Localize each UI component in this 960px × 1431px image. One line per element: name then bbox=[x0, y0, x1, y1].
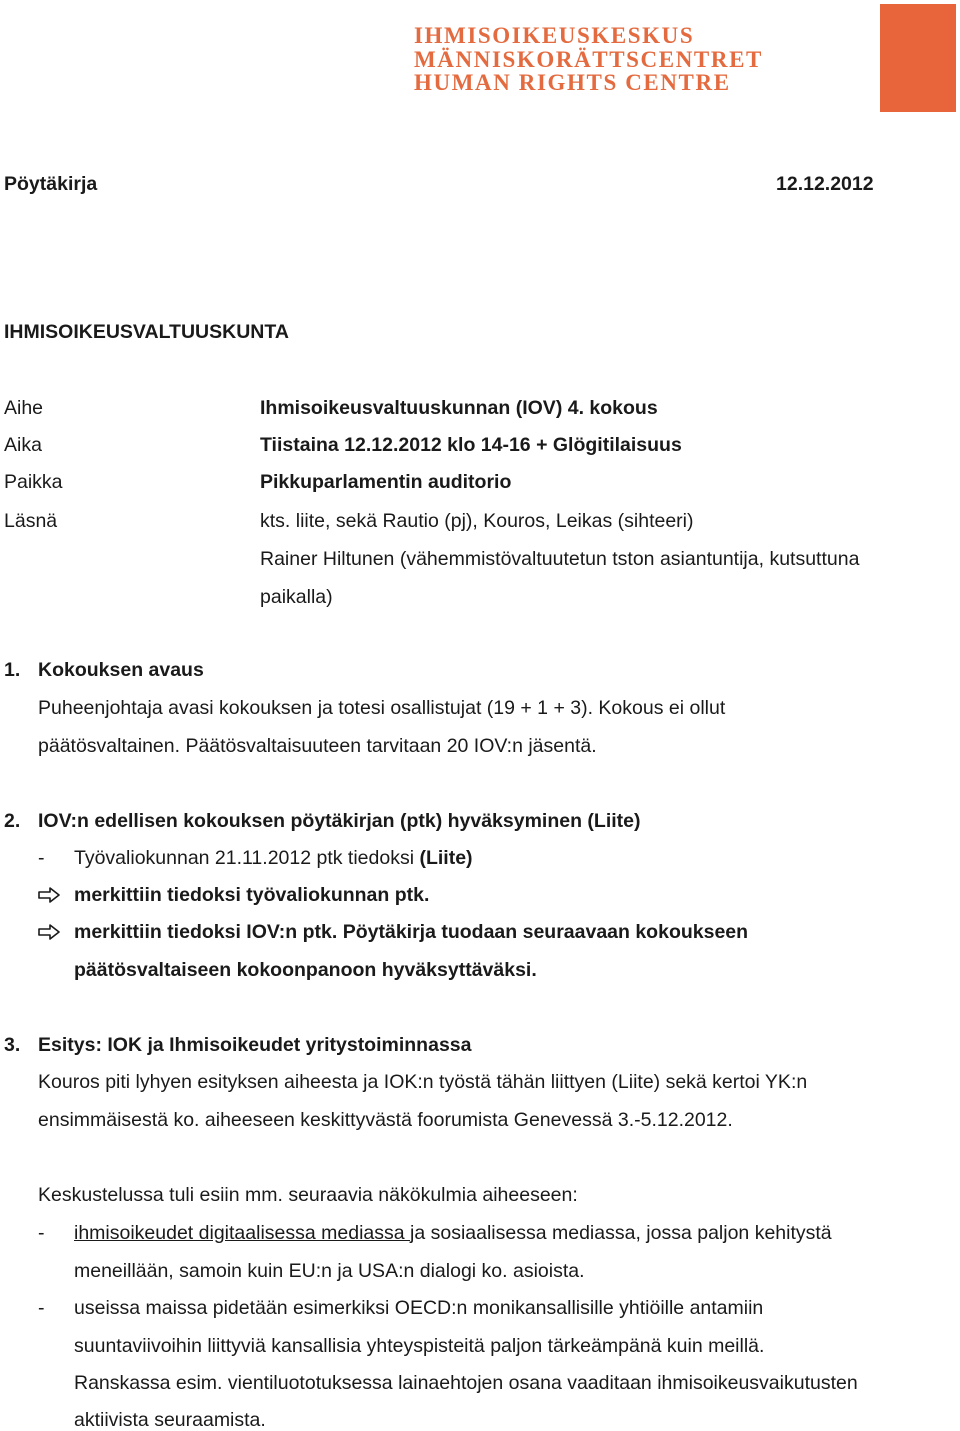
arrow-right-icon bbox=[38, 924, 60, 940]
arrow-right-icon bbox=[38, 887, 60, 903]
section1-text-line2: päätösvaltainen. Päätösvaltaisuuteen tarvitaan 20 IOV:n jäsentä. bbox=[38, 735, 597, 757]
value-lasna-line1: kts. liite, sekä Rautio (pj), Kouros, Leikas (sihteeri) bbox=[260, 510, 694, 532]
section2-decision2-line1: merkittiin tiedoksi IOV:n ptk. Pöytäkirja tuodaan seuraavaan kokoukseen bbox=[74, 921, 749, 943]
section1-number: 1. bbox=[4, 659, 21, 681]
section1-title: Kokouksen avaus bbox=[38, 659, 204, 681]
section2-decision2-line2: päätösvaltaiseen kokoonpanoon hyväksyttäväksi. bbox=[74, 959, 537, 981]
section3-number: 3. bbox=[4, 1034, 21, 1056]
value-aihe: Ihmisoikeusvaltuuskunnan (IOV) 4. kokous bbox=[260, 397, 658, 419]
logo-color-block bbox=[880, 4, 956, 112]
section3-title: Esitys: IOK ja Ihmisoikeudet yritystoiminnassa bbox=[38, 1034, 472, 1056]
bullet2-line4: aktiivista seuraamista. bbox=[74, 1409, 266, 1431]
value-lasna-line2: Rainer Hiltunen (vähemmistövaltuutetun tston asiantuntija, kutsuttuna bbox=[260, 548, 860, 570]
bullet1-dash: - bbox=[38, 1222, 45, 1244]
section2-title: IOV:n edellisen kokouksen pöytäkirjan (ptk) hyväksyminen (Liite) bbox=[38, 810, 641, 832]
bullet2-line2: suuntaviivoihin liittyviä kansallisia yhteyspisteitä paljon tärkeämpänä kuin meillä. bbox=[74, 1335, 765, 1357]
section2-item-attachment: (Liite) bbox=[419, 847, 473, 869]
section2-decision1: merkittiin tiedoksi työvaliokunnan ptk. bbox=[74, 884, 430, 906]
section3-discussion-intro: Keskustelussa tuli esiin mm. seuraavia näkökulmia aiheeseen: bbox=[38, 1184, 578, 1206]
value-aika: Tiistaina 12.12.2012 klo 14-16 + Glögitilaisuus bbox=[260, 434, 682, 456]
section1-text-line1: Puheenjohtaja avasi kokouksen ja totesi osallistujat (19 + 1 + 3). Kokous ei ollut bbox=[38, 697, 726, 719]
value-paikka: Pikkuparlamentin auditorio bbox=[260, 471, 512, 493]
logo-text-sv: MÄNNISKORÄTTSCENTRET bbox=[414, 47, 763, 72]
section2-number: 2. bbox=[4, 810, 21, 832]
label-paikka: Paikka bbox=[4, 471, 63, 493]
document-date: 12.12.2012 bbox=[776, 173, 874, 195]
bullet1-line1 bbox=[74, 1224, 832, 1244]
committee-name: IHMISOIKEUSVALTUUSKUNTA bbox=[4, 321, 289, 343]
label-aihe: Aihe bbox=[4, 397, 44, 419]
logo-text-en: HUMAN RIGHTS CENTRE bbox=[414, 70, 731, 95]
bullet1-rest-text: ja sosiaalisessa mediassa, jossa paljon kehitystä bbox=[410, 1222, 832, 1244]
bullet2-dash: - bbox=[38, 1297, 45, 1319]
bullet2-line1: useissa maissa pidetään esimerkiksi OECD:n monikansallisille yhtiöille antamiin bbox=[74, 1297, 764, 1319]
value-lasna-line3: paikalla) bbox=[260, 586, 333, 608]
section2-dash: - bbox=[38, 847, 45, 869]
label-lasna: Läsnä bbox=[4, 510, 58, 532]
bullet1-underlined-text: ihmisoikeudet digitaalisessa mediassa bbox=[74, 1222, 411, 1244]
logo-text-fi: IHMISOIKEUSKESKUS bbox=[414, 23, 695, 48]
section3-para1-line2: ensimmäisestä ko. aiheeseen keskittyvästä foorumista Genevessä 3.-5.12.2012. bbox=[38, 1109, 733, 1131]
label-aika: Aika bbox=[4, 434, 42, 456]
section2-item-text: Työvaliokunnan 21.11.2012 ptk tiedoksi bbox=[74, 847, 420, 869]
bullet1-line2: meneillään, samoin kuin EU:n ja USA:n dialogi ko. asioista. bbox=[74, 1260, 585, 1282]
bullet2-line3: Ranskassa esim. vientiluototuksessa lainaehtojen osana vaaditaan ihmisoikeusvaikutusten bbox=[74, 1372, 858, 1394]
section3-para1-line1: Kouros piti lyhyen esityksen aiheesta ja IOK:n työstä tähän liittyen (Liite) sekä kertoi YK:n bbox=[38, 1071, 808, 1093]
section2-item bbox=[74, 849, 473, 869]
document-type: Pöytäkirja bbox=[4, 173, 98, 195]
